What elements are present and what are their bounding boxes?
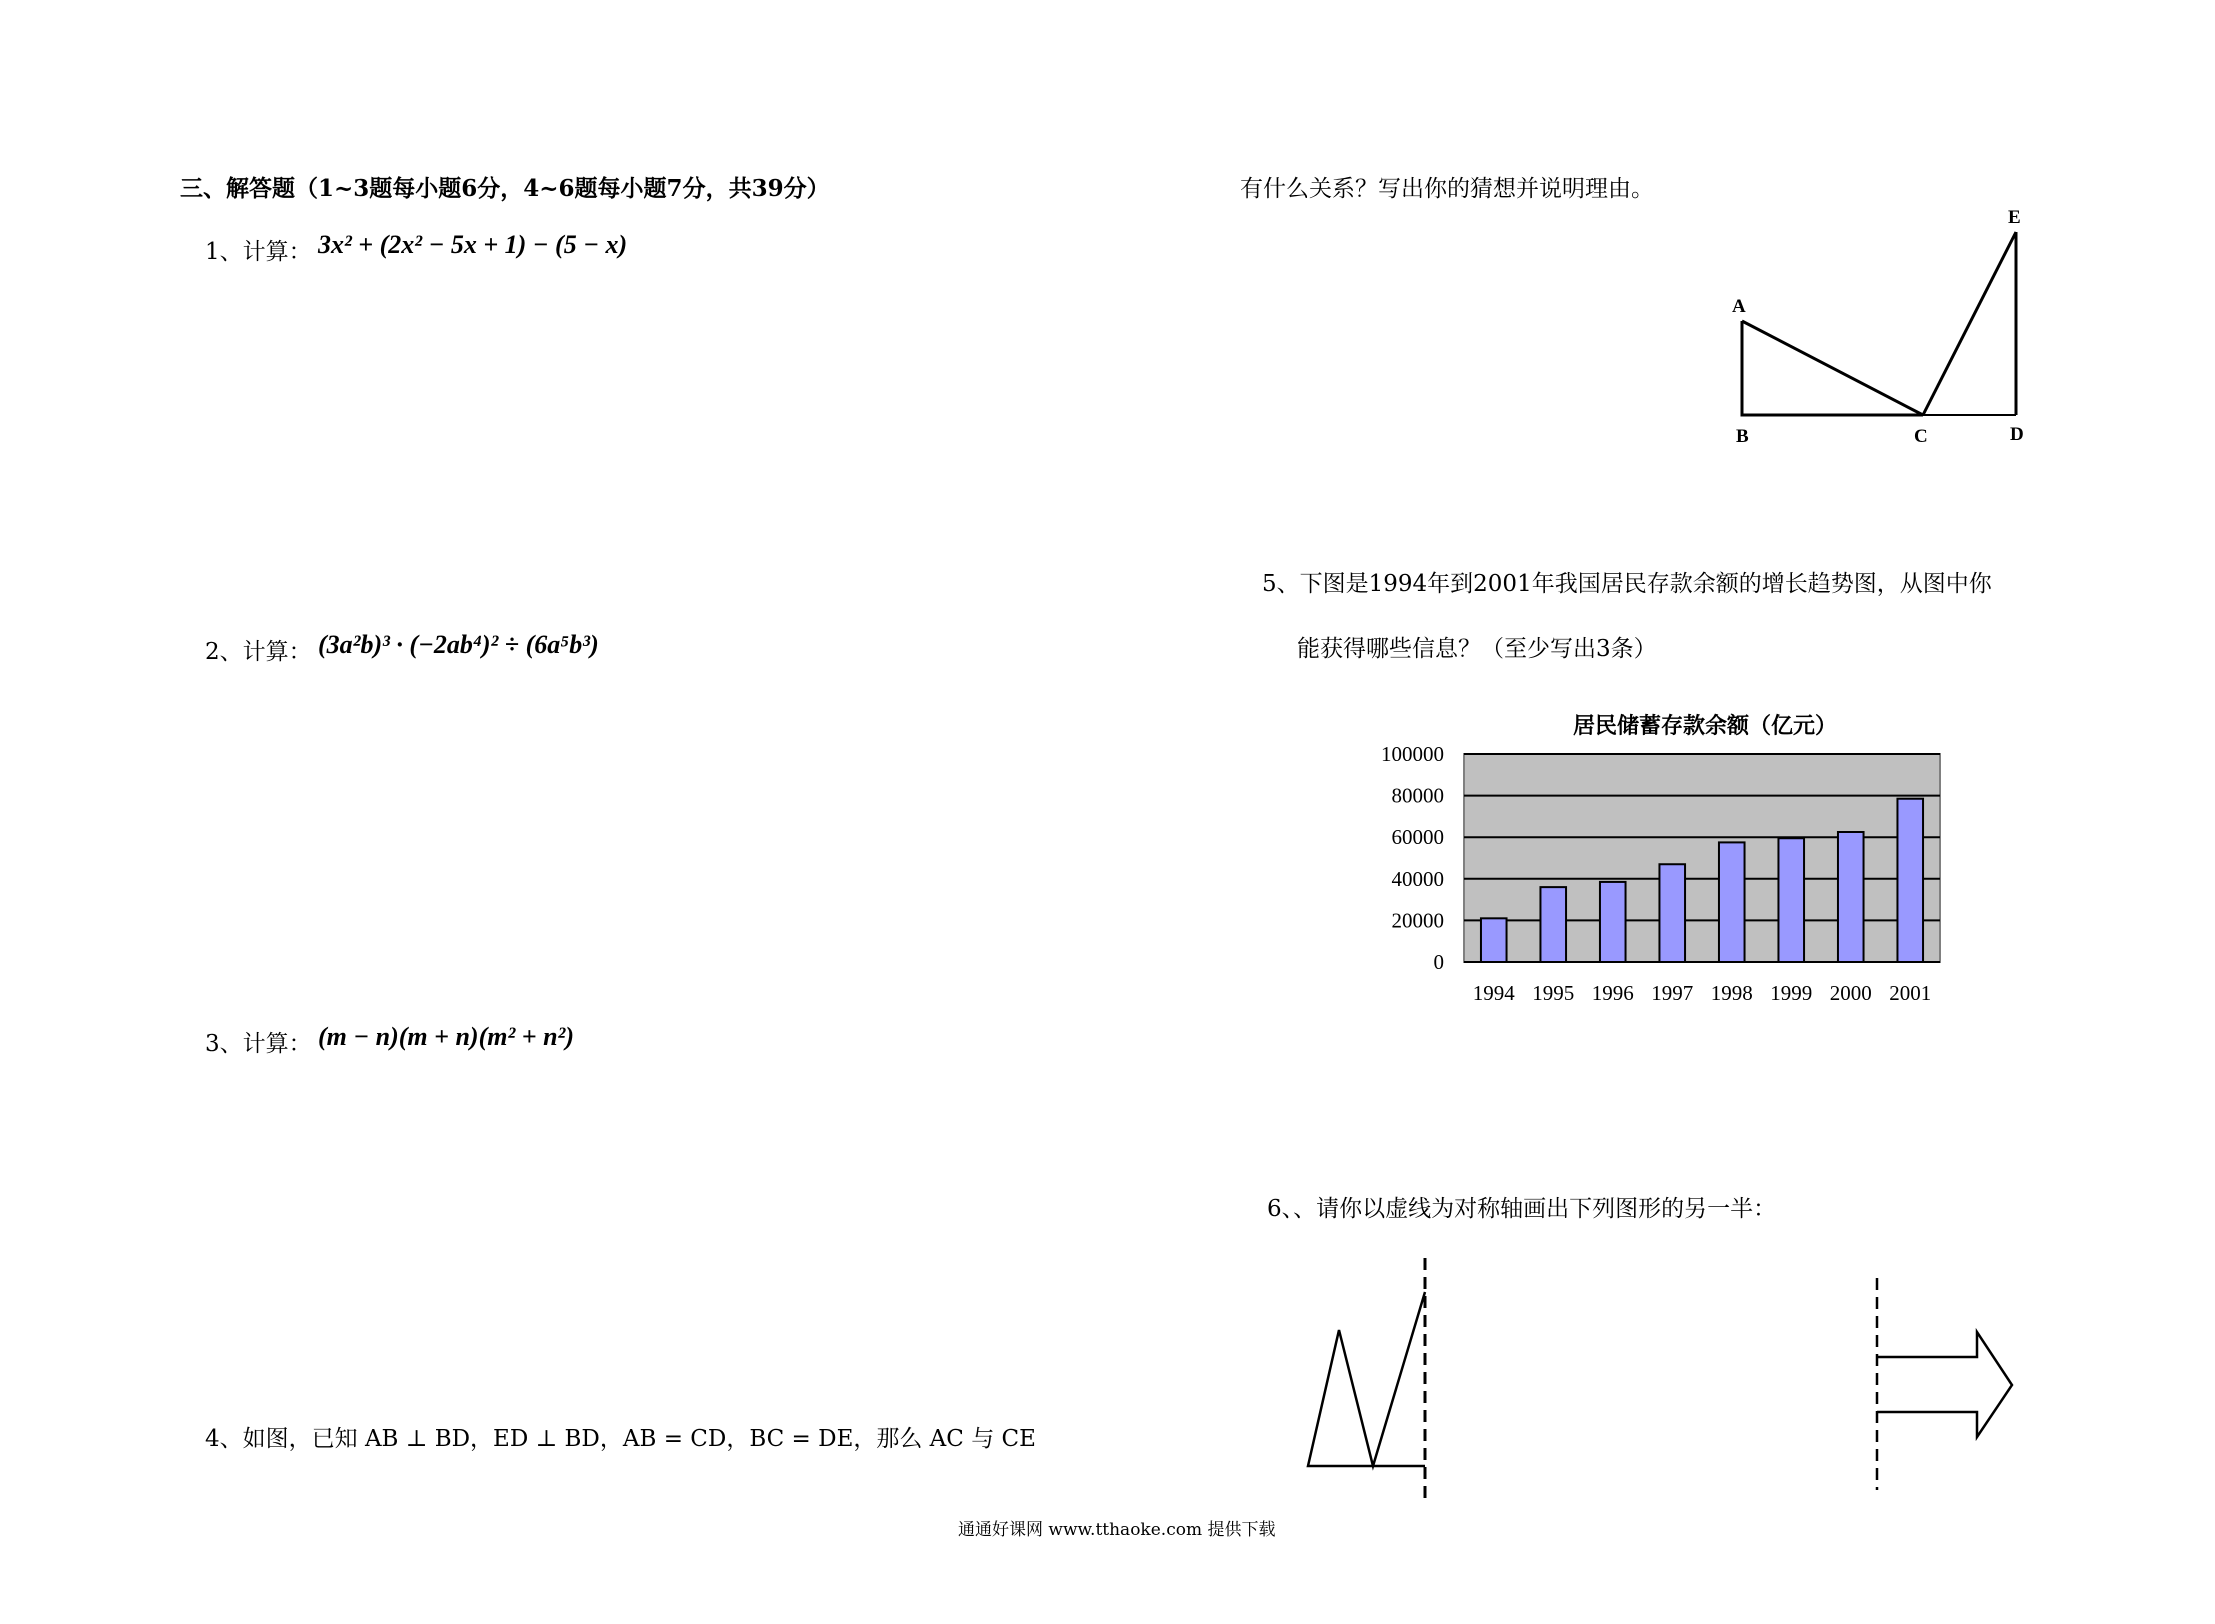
label-c: C — [1914, 426, 1928, 447]
label-e: E — [2008, 207, 2021, 228]
x-tick-label: 2000 — [1829, 981, 1872, 1005]
question-5-line1: 5、下图是1994年到2001年我国居民存款余额的增长趋势图，从图中你 — [1262, 571, 1992, 597]
x-tick-label: 1994 — [1472, 981, 1515, 1005]
y-tick-label: 0 — [1433, 950, 1444, 974]
question-6-text: 6、、请你以虚线为对称轴画出下列图形的另一半： — [1267, 1196, 1777, 1222]
arrow-half-figure — [1877, 1332, 2012, 1437]
y-tick-label: 60000 — [1391, 825, 1444, 850]
y-tick-label: 80000 — [1391, 783, 1444, 808]
x-tick-label: 1996 — [1591, 981, 1634, 1005]
question-3-label: 3、计算： — [205, 1031, 312, 1057]
y-tick-label: 20000 — [1391, 908, 1444, 933]
label-d: D — [2010, 424, 2024, 445]
label-a: A — [1732, 296, 1746, 317]
question-4-continued: 有什么关系？写出你的猜想并说明理由。 — [1240, 176, 1654, 202]
question-5-line2: 能获得哪些信息？（至少写出3条） — [1297, 636, 1657, 662]
y-tick-label: 40000 — [1391, 866, 1444, 891]
question-1-label: 1、计算： — [205, 239, 312, 265]
question-4-text: 4、如图，已知 AB ⊥ BD，ED ⊥ BD，AB = CD，BC = DE，那么 AC 与 CE — [205, 1426, 1036, 1452]
x-tick-label: 2001 — [1889, 981, 1932, 1005]
label-b: B — [1736, 426, 1749, 447]
question-2-label: 2、计算： — [205, 639, 312, 665]
y-tick-label: 100000 — [1381, 742, 1444, 766]
zigzag-half-figure — [1308, 1292, 1425, 1466]
x-tick-label: 1998 — [1710, 981, 1753, 1005]
question-1-expression: 3x² + (2x² − 5x + 1) − (5 − x) — [318, 230, 628, 259]
chart-title: 居民储蓄存款余额（亿元） — [1572, 713, 1838, 739]
question-2-expression: (3a²b)³ · (−2ab⁴)² ÷ (6a⁵b³) — [318, 630, 599, 659]
footer-credit: 通通好课网 www.tthaoke.com 提供下载 — [958, 1520, 1276, 1540]
question-3-expression: (m − n)(m + n)(m² + n²) — [318, 1022, 574, 1051]
section-heading: 三、解答题（1~3题每小题6分，4~6题每小题7分，共39分） — [180, 175, 830, 202]
x-tick-label: 1997 — [1651, 981, 1694, 1005]
x-tick-label: 1995 — [1532, 981, 1575, 1005]
x-tick-label: 1999 — [1770, 981, 1813, 1005]
